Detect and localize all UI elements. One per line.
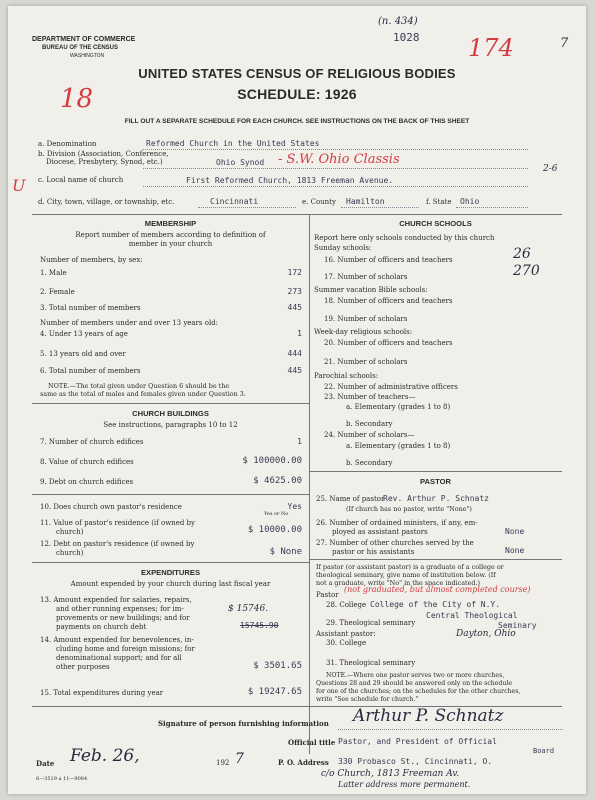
membership-note: NOTE.—The total given under Question 6 should be the	[48, 382, 230, 390]
summer-schools-label: Summer vacation Bible schools:	[314, 286, 428, 294]
po-address-note-2: Latter address more permanent.	[338, 780, 471, 789]
q13-label-2: and other running expenses; for im-	[56, 605, 184, 613]
q9-debt-value: $ 4625.00	[253, 476, 302, 486]
bureau-city: WASHINGTON	[70, 53, 105, 59]
q8-label: 8. Value of church edifices	[40, 458, 134, 466]
city-label: d. City, town, village, or township, etc.	[38, 198, 175, 206]
state-label: f. State	[426, 198, 452, 206]
q12-label-2: church)	[56, 549, 84, 557]
q11-residence-value: $ 10000.00	[247, 525, 302, 535]
expenditures-heading: EXPENDITURES	[140, 568, 201, 577]
q13-label-3: provements or new buildings; and for	[56, 614, 190, 622]
red-number-left: 18	[60, 84, 94, 114]
year-prefix: 192	[216, 759, 230, 767]
q14-label: 14. Amount expended for benevolences, in-	[40, 636, 194, 644]
q6-label: 6. Total number of members	[40, 367, 141, 375]
buildings-intro: See instructions, paragraphs 10 to 12	[103, 421, 238, 429]
q3-total-value: 445	[287, 303, 302, 312]
q14-label-4: other purposes	[56, 663, 110, 671]
graduate-note: If pastor (or assistant pastor) is a graduate of a college or	[316, 563, 504, 571]
q14-label-2: cluding home and foreign missions; for	[56, 645, 195, 653]
graduate-note-2: theological seminary, give name of institution below. (If	[316, 571, 496, 579]
q24b-label: b. Secondary	[346, 459, 393, 467]
yes-no-hint: Yes or No	[264, 511, 289, 517]
q11-label-2: church)	[56, 528, 84, 536]
division-value: Ohio Synod	[216, 158, 265, 167]
q11-label: 11. Value of pastor's residence (if owned by	[40, 519, 195, 527]
pastor-note-3: for one of the churches; on the schedules for the other churches,	[316, 688, 521, 695]
stamp-number: 1028	[393, 31, 420, 44]
bureau-name: BUREAU OF THE CENSUS	[42, 45, 119, 51]
q15-label: 15. Total expenditures during year	[40, 689, 164, 697]
assistant-pastor-label: Assistant pastor:	[316, 630, 376, 638]
pastor-note-2: Questions 28 and 29 should be answered only on the schedule	[316, 680, 513, 687]
q13-label-4: payments on church debt	[56, 623, 147, 631]
po-address-note: c/o Church, 1813 Freeman Av.	[321, 769, 460, 779]
weekday-schools-label: Week-day religious schools:	[314, 328, 413, 336]
pastor-note: NOTE.—Where one pastor serves two or more churches,	[326, 672, 505, 679]
q29-seminary-value: Central Theological	[426, 611, 518, 620]
q16-label: 16. Number of officers and teachers	[324, 256, 453, 264]
form-instructions: FILL OUT A SEPARATE SCHEDULE FOR EACH CHURCH. SEE INSTRUCTIONS ON THE BACK OF THIS SHEET	[124, 118, 470, 125]
q29-seminary-location: Dayton, Ohio	[456, 629, 516, 639]
q25-hint: (If church has no pastor, write "None")	[346, 505, 472, 513]
schools-heading: CHURCH SCHOOLS	[399, 219, 472, 228]
q26-value: None	[505, 527, 525, 536]
q2-label: 2. Female	[40, 288, 75, 296]
q27-value: None	[505, 546, 525, 555]
age-label: Number of members under and over 13 years old:	[40, 319, 219, 327]
q4-under-13-value: 1	[297, 329, 302, 338]
form-subtitle: SCHEDULE: 1926	[237, 86, 357, 102]
po-address-value: 330 Probasco St., Cincinnati, O.	[338, 757, 493, 766]
q24-label: 24. Number of scholars—	[324, 431, 415, 439]
pastor-heading: PASTOR	[420, 477, 451, 486]
local-name-label: c. Local name of church	[38, 176, 124, 184]
year-suffix: 7	[235, 751, 244, 767]
corner-mark: 7	[560, 36, 569, 51]
q17-value: 270	[513, 263, 540, 279]
division-label: b. Division (Association, Conference,	[38, 150, 169, 158]
q19-label: 19. Number of scholars	[324, 315, 408, 323]
parochial-schools-label: Parochial schools:	[314, 372, 379, 380]
po-address-label: P. O. Address	[278, 758, 329, 767]
q28-college-value: College of the City of N.Y.	[370, 600, 501, 609]
q13-corrected-value: $ 15746.	[228, 604, 269, 614]
q18-label: 18. Number of officers and teachers	[324, 297, 453, 305]
q14-benevolence-value: $ 3501.65	[253, 661, 302, 671]
q12-residence-debt-value: $ None	[269, 547, 302, 557]
official-title-value: Pastor, and President of Official	[338, 737, 497, 746]
q5-label: 5. 13 years old and over	[40, 350, 126, 358]
q27-label: 27. Number of other churches served by the	[316, 539, 474, 547]
q22-label: 22. Number of administrative officers	[324, 383, 458, 391]
q15-total-value: $ 19247.65	[247, 687, 302, 697]
division-label-2: Diocese, Presbytery, Synod, etc.)	[46, 158, 163, 166]
q7-label: 7. Number of church edifices	[40, 438, 144, 446]
department-name: DEPARTMENT OF COMMERCE	[32, 36, 136, 43]
expenditures-intro: Amount expended by your church during last fiscal year	[70, 580, 271, 588]
q6-total-value: 445	[287, 366, 302, 375]
state-value: Ohio	[460, 197, 480, 206]
margin-mark: U	[12, 176, 26, 195]
q23-label: 23. Number of teachers—	[324, 393, 416, 401]
q29-label: 29. Theological seminary	[326, 619, 416, 627]
q17-label: 17. Number of scholars	[324, 273, 408, 281]
q8-value-edifices: $ 100000.00	[242, 456, 302, 466]
membership-intro-2: member in your church	[128, 240, 213, 248]
q26-label: 26. Number of ordained ministers, if any, em-	[316, 519, 478, 527]
denomination-label: a. Denomination	[38, 140, 97, 148]
pastor-label: Pastor	[316, 591, 339, 599]
q12-label: 12. Debt on pastor's residence (if owned by	[40, 540, 195, 548]
q26-label-2: ployed as assistant pastors	[332, 528, 428, 536]
top-reference: (n. 434)	[378, 16, 418, 27]
pastor-red-note: (not graduated, but almost completed course)	[344, 585, 531, 594]
q29-seminary-value-2: Seminary	[498, 621, 537, 630]
q2-female-value: 273	[287, 287, 302, 296]
q9-label: 9. Debt on church edifices	[40, 478, 134, 486]
q13-label: 13. Amount expended for salaries, repairs,	[40, 596, 192, 604]
q30-label: 30. College	[326, 639, 367, 647]
q10-label: 10. Does church own pastor's residence	[40, 503, 182, 511]
q24a-label: a. Elementary (grades 1 to 8)	[346, 442, 451, 450]
division-note: - S.W. Ohio Classis	[278, 152, 400, 167]
signature-value: Arthur P. Schnatz	[353, 706, 504, 726]
q5-over-13-value: 444	[287, 349, 302, 358]
membership-intro: Report number of members according to definition of	[75, 231, 266, 239]
membership-heading: MEMBERSHIP	[144, 219, 197, 228]
county-label: e. County	[302, 198, 336, 206]
schools-intro: Report here only schools conducted by this church	[314, 234, 495, 242]
denomination-value: Reformed Church in the United States	[146, 139, 320, 148]
county-value: Hamilton	[346, 197, 385, 206]
census-schedule-form	[8, 6, 586, 794]
q16-value: 26	[513, 246, 531, 262]
q14-label-3: denominational support; and for all	[56, 654, 182, 662]
q10-residence-value: Yes	[287, 502, 302, 511]
division-side-mark: 2-6	[543, 164, 558, 174]
date-label: Date	[36, 759, 55, 768]
form-title: UNITED STATES CENSUS OF RELIGIOUS BODIES	[138, 66, 456, 81]
q13-struck-value: 15745.90	[240, 621, 279, 630]
red-number-top: 174	[468, 34, 514, 62]
q23b-label: b. Secondary	[346, 420, 393, 428]
official-title-label: Official title	[288, 738, 336, 747]
q25-pastor-name: Rev. Arthur P. Schnatz	[383, 494, 489, 503]
q21-label: 21. Number of scholars	[324, 358, 408, 366]
official-title-value-2: Board	[533, 747, 555, 755]
pastor-note-4: write "See schedule for church."	[316, 696, 419, 703]
q1-label: 1. Male	[40, 269, 67, 277]
q28-label: 28. College	[326, 601, 367, 609]
q3-label: 3. Total number of members	[40, 304, 141, 312]
buildings-heading: CHURCH BUILDINGS	[132, 409, 209, 418]
q4-label: 4. Under 13 years of age	[40, 330, 128, 338]
local-name-value: First Reformed Church, 1813 Freeman Avenue.	[186, 176, 394, 185]
q23a-label: a. Elementary (grades 1 to 8)	[346, 403, 451, 411]
q20-label: 20. Number of officers and teachers	[324, 339, 453, 347]
sunday-schools-label: Sunday schools:	[314, 244, 372, 252]
date-value: Feb. 26,	[70, 746, 140, 766]
q7-edifices-value: 1	[297, 437, 302, 446]
q31-label: 31. Theological seminary	[326, 659, 416, 667]
city-value: Cincinnati	[210, 197, 259, 206]
graduate-note-3: not a graduate, write "No" in the space indicated.)	[316, 579, 481, 587]
q1-male-value: 172	[287, 268, 302, 277]
members-by-sex-label: Number of members, by sex:	[40, 256, 143, 264]
q25-label: 25. Name of pastor	[316, 495, 385, 503]
signature-label: Signature of person furnishing information	[158, 719, 329, 728]
membership-note-2: same as the total of males and females given under Question 3.	[40, 390, 246, 398]
form-number: 6—3519 a 11—9084	[36, 776, 88, 782]
q27-label-2: pastor or his assistants	[332, 548, 415, 556]
